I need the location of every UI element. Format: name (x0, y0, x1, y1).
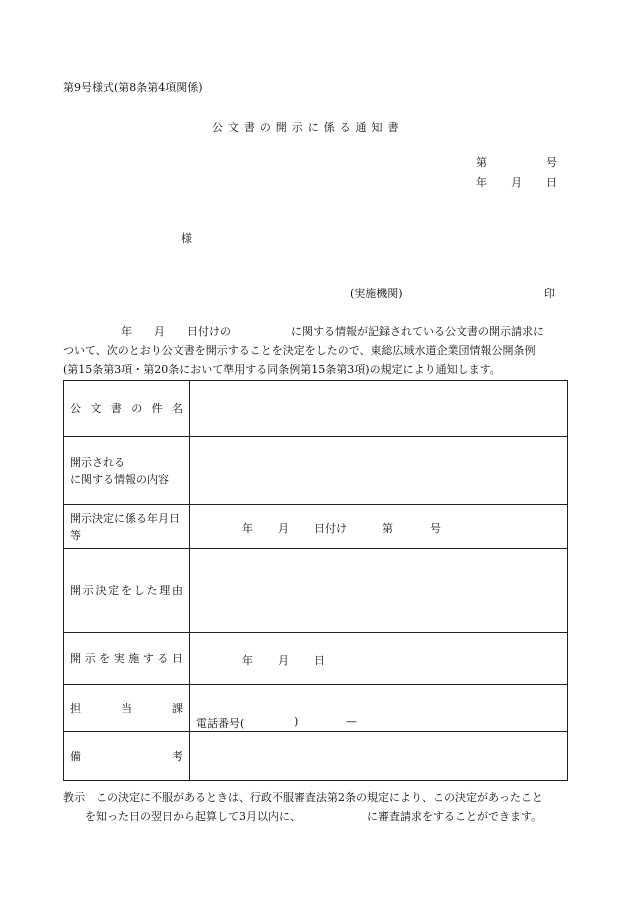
disclosed-label-line1: 開示される (70, 455, 125, 469)
section-label: 担当課 (70, 701, 183, 715)
notice-line-2 (63, 807, 543, 826)
decision-reason-value (190, 549, 568, 633)
row-disclosed-info (64, 437, 568, 505)
decision-date-label-line1: 開示決定に係る年月日 (70, 511, 180, 525)
body-month: 月 (154, 325, 165, 338)
document-name-value (190, 381, 568, 437)
form-number-label: 第9号様式(第8条第4項関係) (63, 81, 203, 94)
body-line-1 (63, 322, 568, 341)
disclosure-info-table (63, 380, 568, 781)
document-name-label: 公文書の件名 (70, 402, 183, 415)
decision-reason-label: 開示決定をした理由 (70, 584, 183, 597)
body-line1-rest: に関する情報が記録されている公文書の開示請求に (291, 325, 544, 338)
notice-line2-b: に審査請求をすることができます。 (367, 810, 543, 823)
body-year: 年 (121, 325, 132, 338)
impl-day: 日 (314, 654, 325, 667)
decision-date-label-line2: 等 (70, 528, 81, 542)
impl-year: 年 (242, 654, 253, 667)
implementation-date-value (190, 633, 568, 685)
decision-month: 月 (278, 522, 289, 535)
appeal-notice (63, 788, 543, 826)
seal-mark: 印 (544, 287, 555, 300)
decision-no-suffix: 号 (430, 522, 441, 535)
implementation-date-label: 開示を実施する日 (70, 652, 183, 665)
document-title: 公文書の開示に係る通知書 (212, 121, 404, 134)
row-decision-date (64, 505, 568, 549)
row-implementation-date (64, 633, 568, 685)
disclosed-info-value (190, 437, 568, 505)
date-year: 年 (476, 176, 487, 189)
body-line-2: ついて、次のとおり公文書を開示することを決定をしたので、東総広域水道企業団情報公開条例 (63, 344, 536, 357)
decision-year: 年 (242, 522, 253, 535)
date-month: 月 (511, 176, 522, 189)
impl-month: 月 (278, 654, 289, 667)
row-remarks (64, 732, 568, 781)
section-value (190, 685, 568, 732)
decision-date-value (190, 505, 568, 549)
number-suffix: 号 (546, 156, 557, 169)
row-decision-reason (64, 549, 568, 633)
remarks-value (190, 732, 568, 781)
notice-line-1: 教示 この決定に不服があるときは、行政不服審査法第2条の規定により、この決定があったこと (63, 791, 543, 804)
remarks-label: 備考 (70, 749, 183, 763)
phone-dash: — (346, 715, 357, 728)
agency-label: (実施機関) (350, 287, 403, 300)
body-dated: 日付けの (187, 325, 231, 338)
row-document-name (64, 381, 568, 437)
addressee-suffix: 様 (181, 232, 192, 245)
row-section (64, 685, 568, 732)
body-line-3: (第15条第3項・第20条において準用する同条例第15条第3項)の規定により通知します。 (63, 363, 501, 376)
phone-close: ) (294, 715, 299, 728)
decision-dated: 日付け (314, 522, 347, 535)
phone-label: 電話番号( (196, 717, 245, 730)
disclosed-label-line2: に関する情報の内容 (70, 472, 169, 486)
decision-no-prefix: 第 (382, 522, 393, 535)
number-prefix: 第 (476, 156, 487, 169)
notice-line2-a: を知った日の翌日から起算して3月以内に、 (85, 810, 301, 823)
date-day: 日 (546, 176, 557, 189)
